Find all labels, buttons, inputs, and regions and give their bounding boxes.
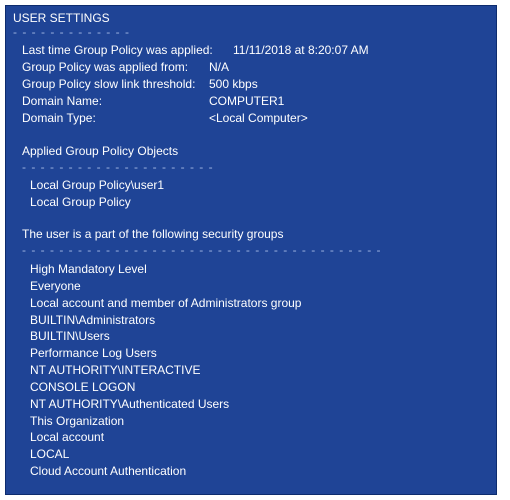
last-applied-value: 11/11/2018 at 8:20:07 AM — [233, 43, 369, 57]
applied-gpo-item: Local Group Policy — [30, 195, 131, 209]
applied-gpo-separator: - - - - - - - - - - - - - - - - - - - - - — [22, 160, 214, 174]
last-applied-label: Last time Group Policy was applied: — [22, 43, 213, 57]
security-group-item: BUILTIN\Users — [30, 329, 110, 343]
security-group-item: High Mandatory Level — [30, 262, 147, 276]
security-group-item: Cloud Account Authentication — [30, 464, 187, 478]
security-group-item: NT AUTHORITY\INTERACTIVE — [30, 363, 201, 377]
security-group-item: Local account and member of Administrators group — [30, 296, 302, 310]
security-group-item: This Organization — [30, 414, 125, 428]
slow-link-label: Group Policy slow link threshold: — [22, 77, 196, 91]
applied-from-value: N/A — [209, 60, 230, 74]
security-group-item: BUILTIN\Administrators — [30, 313, 156, 327]
security-group-item: Local account — [30, 430, 105, 444]
section-header: USER SETTINGS — [13, 11, 110, 25]
applied-gpo-item: Local Group Policy\user1 — [30, 178, 165, 192]
applied-gpo-heading: Applied Group Policy Objects — [22, 144, 179, 158]
applied-from-label: Group Policy was applied from: — [22, 60, 189, 74]
security-group-item: LOCAL — [30, 447, 70, 461]
header-separator: - - - - - - - - - - - - - — [13, 25, 130, 39]
security-group-item: Performance Log Users — [30, 346, 157, 360]
security-groups-separator: - - - - - - - - - - - - - - - - - - - - - - - - - - - - - - - - - - - - - - - — [22, 243, 382, 257]
domain-type-value: <Local Computer> — [209, 111, 308, 125]
security-groups-heading: The user is a part of the following security groups — [22, 227, 284, 241]
domain-name-value: COMPUTER1 — [209, 94, 285, 108]
slow-link-value: 500 kbps — [209, 77, 258, 91]
security-group-item: Everyone — [30, 279, 81, 293]
gpresult-user-settings-panel — [5, 5, 497, 495]
domain-name-label: Domain Name: — [22, 94, 103, 108]
security-group-item: CONSOLE LOGON — [30, 380, 136, 394]
security-group-item: NT AUTHORITY\Authenticated Users — [30, 397, 230, 411]
domain-type-label: Domain Type: — [22, 111, 96, 125]
